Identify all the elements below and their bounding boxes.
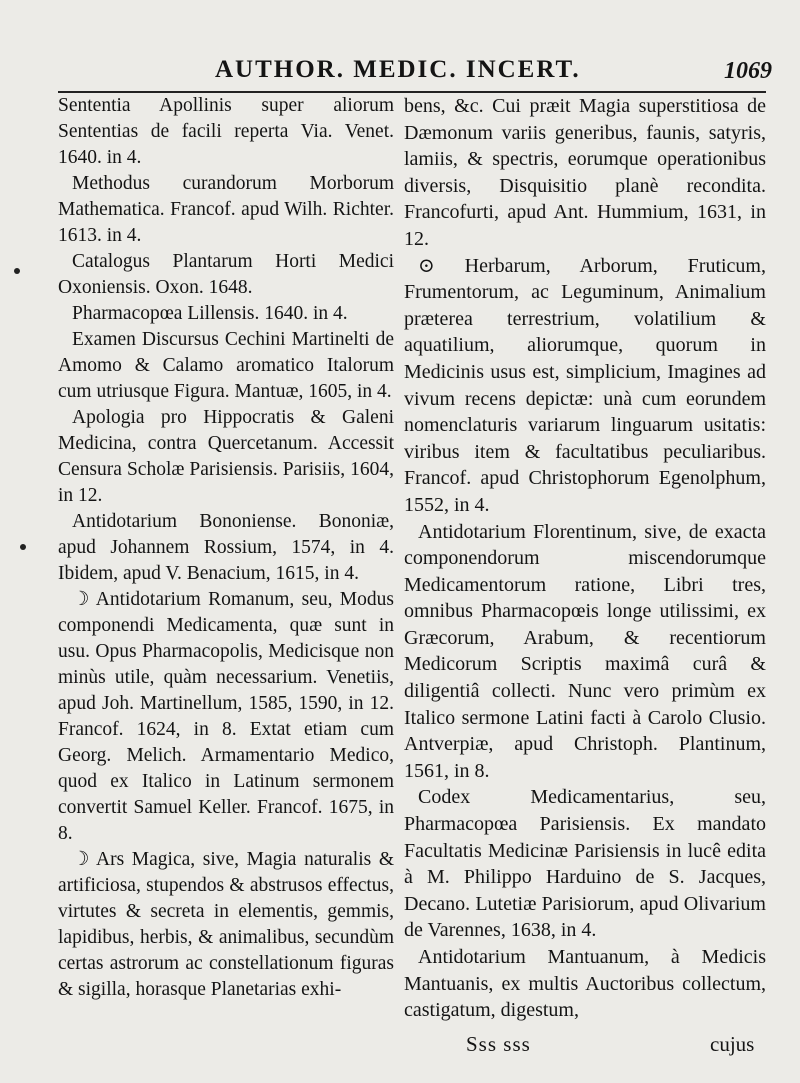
entry-sententia-apollinis: Sententia Apollinis super aliorum Sententias de facili reperta Via. Venet. 1640. in 4.: [58, 95, 394, 168]
entry-ars-magica: ☽ Ars Magica, sive, Magia naturalis & artificiosa, stupendos & abstrusos effectus, virtutes & secreta in elementis, gemmis, lapidibus, herbis, & animalibus, secundùm certas astrorum ac constellationum figuras & sigilla, horasque Planetarias exhi-: [58, 849, 394, 1000]
entry-antidotarium-romanum: ☽ Antidotarium Romanum, seu, Modus componendi Medicamenta, quæ sunt in usu. Opus Pharmacopolis, Medicisque non minùs utile, quàm necessarium. Venetiis, apud Joh. Martinellum, 1585, 1590, in 12. Francof. 1624, in 8. Extat etiam cum Georg. Melich. Armamentario Medico, quod ex Italico in Latinum sermonem convertit Samuel Keller. Francof. 1675, in 8.: [58, 589, 394, 844]
left-column: [58, 93, 394, 1003]
entry-antidotarium-mantuanum: Antidotarium Mantuanum, à Medicis Mantuanis, ex multis Auctoribus collectum, castigatum, digestum,: [404, 946, 766, 1022]
entry-apologia-hippocratis: Apologia pro Hippocratis & Galeni Medicina, contra Quercetanum. Accessit Censura Scholæ Parisiensis. Parisiis, 1604, in 12.: [58, 407, 394, 506]
entry-herbarum-arborum: ⊙ Herbarum, Arborum, Fruticum, Frumentorum, ac Leguminum, Animalium præterea terrestrium, volatilium & aquatilium, aliorumque, quorum in Medicinis usus est, simplicium, Imagines ad vivum recens depictæ: unà cum eorundem nomenclaturis variarum linguarum usitatis: viribus item & facultatibus peculiaribus. Francof. apud Christophorum Egenolphum, 1552, in 4.: [404, 254, 766, 516]
entry-ars-magica-continued: bens, &c. Cui præit Magia superstitiosa de Dæmonum variis generibus, faunis, satyris, lamiis, & spectris, eorumque operationibus diversis, Disquisitio planè recondita. Francofurti, apud Ant. Hummium, 1631, in 12.: [404, 95, 766, 250]
entry-codex-medicamentarius: Codex Medicamentarius, seu, Pharmacopœa Parisiensis. Ex mandato Facultatis Medicinæ Parisiensis in lucê edita à M. Philippo Harduino de S. Jacques, Decano. Lutetiæ Parisiorum, apud Olivarium de Varennes, 1638, in 4.: [404, 786, 766, 942]
catchword: cujus: [710, 1032, 755, 1056]
entry-pharmacopoea-lillensis: Pharmacopœa Lillensis. 1640. in 4.: [72, 303, 348, 324]
entry-antidotarium-bononiense: Antidotarium Bononiense. Bononiæ, apud Johannem Rossium, 1574, in 4. Ibidem, apud V. Benacium, 1615, in 4.: [58, 511, 394, 584]
margin-mark: [14, 268, 20, 274]
page-header: [215, 54, 772, 94]
right-column: [404, 93, 766, 1024]
entry-examen-discursus: Examen Discursus Cechini Martinelti de Amomo & Calamo aromatico Italorum cum utriusque Figura. Mantuæ, 1605, in 4.: [58, 329, 394, 402]
page-number: 1069: [724, 58, 772, 84]
running-title: AUTHOR. MEDIC. INCERT.: [215, 56, 581, 83]
entry-methodus-curandorum: Methodus curandorum Morborum Mathematica. Francof. apud Wilh. Richter. 1613. in 4.: [58, 173, 394, 246]
signature-mark: Sss sss: [466, 1032, 531, 1056]
entry-antidotarium-florentinum: Antidotarium Florentinum, sive, de exacta componendorum miscendorumque Medicamentorum ratione, Libri tres, omnibus Pharmacopœis longe utilissimi, ex Græcorum, Arabum, & recentiorum Medicorum Scriptis maximâ curâ & diligentiâ collecti. Nunc vero primùm ex Italico sermone Latini facti à Carolo Clusio. Antverpiæ, apud Christoph. Plantinum, 1561, in 8.: [404, 520, 766, 782]
margin-mark: [20, 544, 26, 550]
page-footer: [0, 1032, 800, 1062]
entry-catalogus-plantarum: Catalogus Plantarum Horti Medici Oxoniensis. Oxon. 1648.: [58, 251, 394, 298]
